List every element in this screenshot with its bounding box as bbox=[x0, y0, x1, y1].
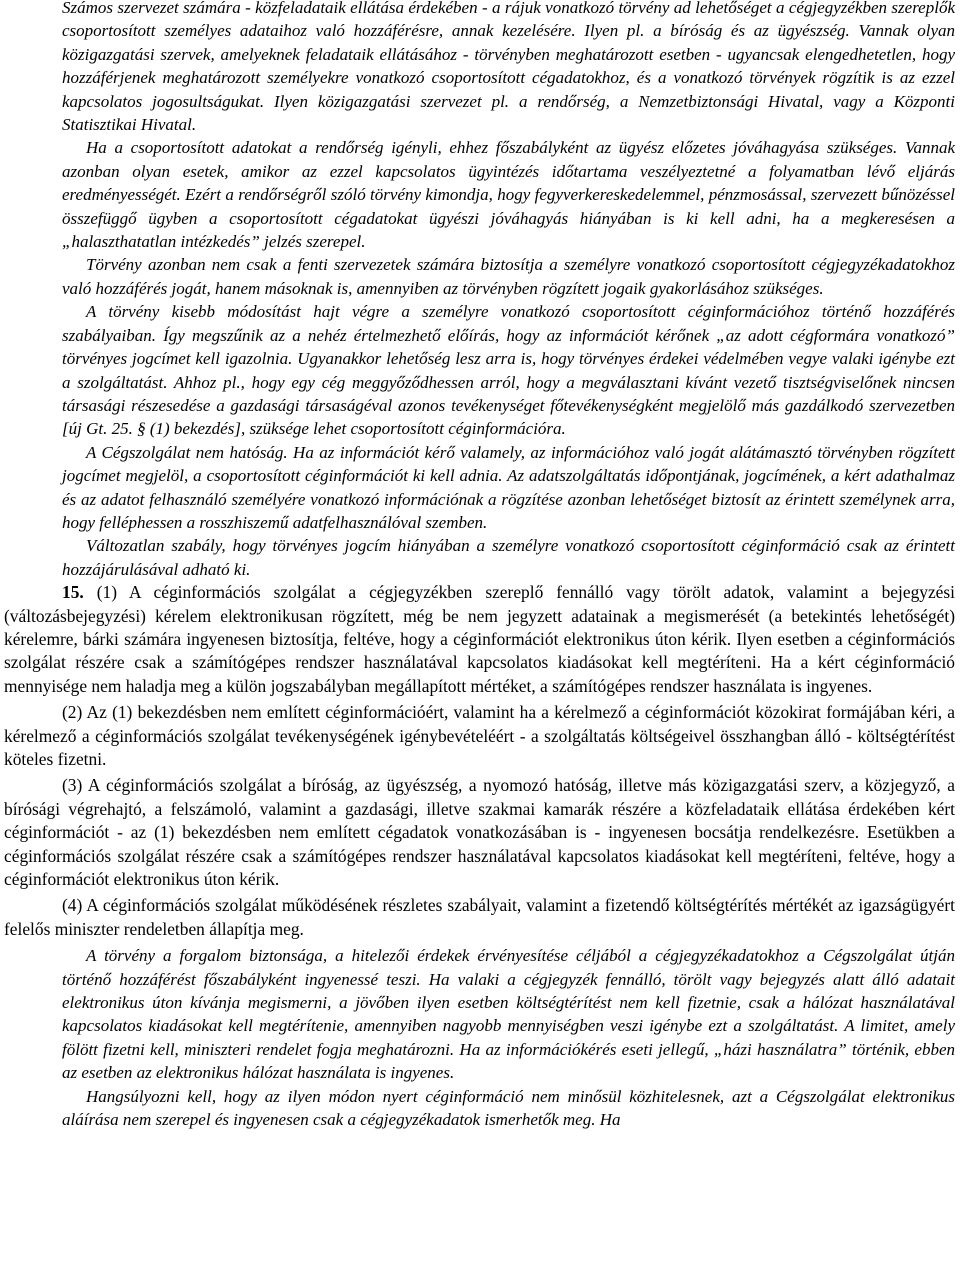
law-section-paragraph: (4) A céginformációs szolgálat működésének részletes szabályait, valamint a fizetendő költségtérítés mértékét az igazságügyért felelős miniszter rendeletben állapítja meg. bbox=[4, 895, 955, 939]
section-paragraph-text: (1) A céginformációs szolgálat a cégjegyzékben szereplő fennálló vagy törölt adatok, valamint a bejegyzési (változásbejegyzési) kérelem elektronikusan rögzített, még be nem jegyzett adatainak a megismerését (a betekintés lehetőségét) kérelemre, bárki számára ingyenesen biztosítja, feltéve, hogy a céginformációt elektronikus úton kérik. Ilyen esetben a céginformációs szolgálat részére csak a számítógépes rendszer használatával kapcsolatos kiadásokat kell megtéríteni. Ha a kért céginformáció mennyisége nem haladja meg a külön jogszabályban megállapított mértéket, a számítógépes rendszer használata is ingyenes. bbox=[4, 582, 955, 696]
commentary-paragraph: A törvény kisebb módosítást hajt végre a személyre vonatkozó csoportosított céginformációhoz történő hozzáférés szabályaiban. Így megszűnik az a nehéz értelmezhető előírás, hogy az információt kérőnek „az adott cégformára vonatkozó” törvényes jogcímet kell igazolnia. Ugyanakkor lehetőség lesz arra is, hogy törvényes érdekei védelmében vegye valaki igénybe ezt a szolgáltatást. Ahhoz pl., hogy egy cég meggyőződhessen arról, hogy a megválasztani kívánt vezető tisztségviselőnek nincsen társasági részesedése a gazdasági társaságéval azonos tevékenységet főtevékenységként megjelölő más gazdálkodó szervezetben [új Gt. 25. § (1) bekezdés], szüksége lehet csoportosított céginformációra. bbox=[62, 302, 955, 439]
law-section-paragraph: (3) A céginformációs szolgálat a bíróság, az ügyészség, a nyomozó hatóság, illetve más közigazgatási szerv, a közjegyző, a bírósági végrehajtó, a felszámoló, valamint a gazdasági, illetve szakmai kamarák részére a közfeladataik ellátása érdekében kért céginformációt - az (1) bekezdésben nem említett cégadatok vonatkozásában is - ingyenesen bocsátja rendelkezésre. Esetükben a céginformációs szolgálat részére csak a számítógépes rendszer használatával kapcsolatos kiadásokat kell megtéríteni, feltéve, hogy a céginformációt elektronikus úton kérik. bbox=[4, 775, 955, 890]
commentary-paragraph: A Cégszolgálat nem hatóság. Ha az információt kérő valamely, az információhoz való jogát alátámasztó törvényben rögzített jogcímet megjelöl, a csoportosított céginformációt ki kell adnia. Az adatszolgáltatás időpontjának, jogcímének, a kért adathalmaz és az adatot felhasználó személyére vonatkozó információnak a rögzítése azonban lehetőséget biztosít az érintett személynek arra, hogy felléphessen a rosszhiszemű adatfelhasználóval szemben. bbox=[62, 442, 955, 532]
commentary-paragraph: Ha a csoportosított adatokat a rendőrség igényli, ehhez főszabályként az ügyész előzetes jóváhagyása szükséges. Vannak azonban olyan esetek, amikor az ezzel kapcsolatos ügyintézés időtartama veszélyeztetné a folyamatban lévő eljárás eredményességét. Ezért a rendőrségről szóló törvény kimondja, hogy fegyverkereskedelemmel, pénzmosással, szervezett bűnözéssel összefüggő ügyben a csoportosított cégadatokat ügyészi jóváhagyás hiányában is ki kell adni, ha a megkeresésen a „halaszthatatlan intézkedés” jelzés szerepel. bbox=[62, 138, 955, 252]
commentary-paragraph: A törvény a forgalom biztonsága, a hitelezői érdekek érvényesítése céljából a cégjegyzékadatokhoz a Cégszolgálat útján történő hozzáférést főszabályként ingyenessé teszi. Ha valaki a cégjegyzék fennálló, törölt vagy bejegyzés alatt álló adatait elektronikus úton kívánja megismerni, a jövőben ilyen esetben költségtérítést nem kell fizetnie, csak a hálózat használatával kapcsolatos kiadásokat kell megtérítenie, amennyiben nagyobb mennyiségben veszi igénybe ezt a szolgáltatást. A limitet, amely fölött fizetni kell, miniszteri rendelet fogja meghatározni. Ha az információkérés eseti jellegű, „házi használatra” történik, ebben az esetben az elektronikus hálózat használata is ingyenes. bbox=[62, 946, 955, 1083]
commentary-paragraph: Törvény azonban nem csak a fenti szervezetek számára biztosítja a személyre vonatkozó csoportosított cégjegyzékadatokhoz való hozzáférés jogát, hanem másoknak is, amennyiben az törvényben rögzített jogaik gyakorlásához szükséges. bbox=[62, 255, 955, 298]
law-section-paragraph: (2) Az (1) bekezdésben nem említett céginformációért, valamint ha a kérelmező a céginformációt közokirat formájában kéri, a kérelmező a céginformációs szolgálat tevékenységének igénybevételéért - a szolgáltatás költségeivel összhangban álló - költségtérítést köteles fizetni. bbox=[4, 702, 955, 769]
section-number: 15. bbox=[62, 582, 84, 603]
law-section-paragraph bbox=[4, 581, 955, 698]
document-page bbox=[4, 0, 955, 1132]
commentary-paragraph: Hangsúlyozni kell, hogy az ilyen módon nyert céginformáció nem minősül közhitelesnek, azt a Cégszolgálat elektronikus aláírása nem szerepel és ingyenesen csak a cégjegyzékadatok ismerhetők meg. Ha bbox=[62, 1086, 955, 1130]
commentary-paragraph: Változatlan szabály, hogy törvényes jogcím hiányában a személyre vonatkozó csoportosított céginformáció csak az érintett hozzájárulásával adható ki. bbox=[62, 536, 955, 579]
commentary-paragraph: Számos szervezet számára - közfeladataik ellátása érdekében - a rájuk vonatkozó törvény ad lehetőséget a cégjegyzékben szereplők csoportosított személyes adataihoz való hozzáférésre, annak kezelésére. Ilyen pl. a bíróság és az ügyészség. Vannak olyan közigazgatási szervek, amelyeknek feladataik ellátásához - törvényben meghatározott esetben - ugyancsak elengedhetetlen, hogy hozzáférjenek meghatározott személyekre vonatkozó csoportosított cégadatokhoz, és a vonatkozó törvények rögzítik is az ezzel kapcsolatos jogosultságukat. Ilyen közigazgatási szervezet pl. a rendőrség, a Nemzetbiztonsági Hivatal, vagy a Központi Statisztikai Hivatal. bbox=[62, 0, 955, 135]
